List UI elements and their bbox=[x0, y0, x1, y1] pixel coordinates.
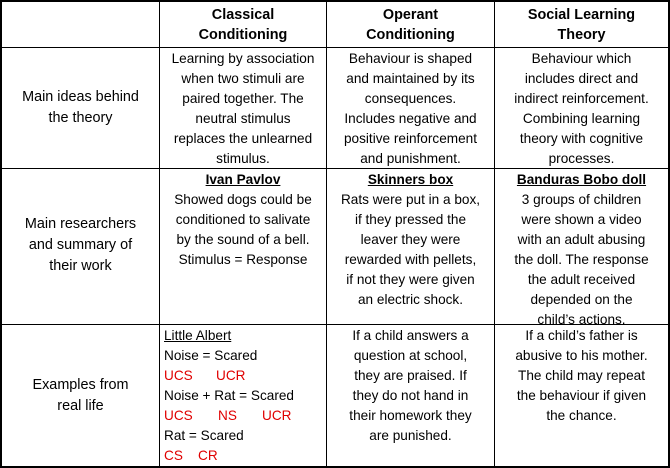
text-line: an electric shock. bbox=[357, 292, 464, 307]
researchers-social bbox=[495, 170, 668, 330]
text-line: 3 groups of children bbox=[521, 192, 642, 207]
text-line: and punishment. bbox=[360, 151, 461, 166]
text-line: their homework they bbox=[349, 408, 472, 423]
text-line: by the sound of a bell. bbox=[176, 232, 310, 247]
header-operant-line2: Conditioning bbox=[366, 27, 455, 43]
text-line: Combining learning bbox=[522, 111, 641, 126]
text-line: the behaviour if given bbox=[516, 388, 647, 403]
text-line: processes. bbox=[548, 151, 615, 166]
researchers-classical bbox=[160, 170, 326, 270]
text-line: Behaviour is shaped bbox=[348, 51, 473, 66]
text-line: includes direct and bbox=[524, 71, 639, 86]
text-line: Stimulus = Response bbox=[178, 252, 308, 267]
code-label: UCS bbox=[164, 408, 193, 423]
text-line: rewarded with pellets, bbox=[344, 252, 477, 267]
row-label-main-ideas bbox=[2, 87, 159, 129]
table-divider-header bbox=[0, 47, 670, 48]
text-line: they do not hand in bbox=[352, 388, 469, 403]
text-line: if they pressed the bbox=[354, 212, 467, 227]
text-line: paired together. The bbox=[182, 91, 304, 106]
text-line: when two stimuli are bbox=[181, 71, 305, 86]
text-line: the doll. The response bbox=[514, 252, 649, 267]
text-line: Showed dogs could be bbox=[174, 192, 312, 207]
text-line: if not they were given bbox=[346, 272, 475, 287]
main-ideas-social bbox=[495, 49, 668, 169]
text-line: replaces the unlearned bbox=[173, 131, 313, 146]
text-line: theory with cognitive bbox=[519, 131, 644, 146]
row-label-researchers-line2: and summary of bbox=[28, 237, 133, 253]
text-line: question at school, bbox=[353, 348, 468, 363]
example-equation-3: Rat = Scared bbox=[164, 428, 244, 443]
text-line: leaver they were bbox=[360, 232, 461, 247]
row-label-main-ideas-line2: the theory bbox=[48, 110, 113, 126]
example-title-little-albert: Little Albert bbox=[164, 328, 232, 343]
example-equation-1: Noise = Scared bbox=[164, 348, 258, 363]
text-line: child’s actions. bbox=[537, 312, 626, 327]
researcher-title-skinner: Skinners box bbox=[367, 172, 454, 187]
researchers-operant bbox=[327, 170, 494, 310]
header-social bbox=[495, 5, 668, 45]
text-line: Rats were put in a box, bbox=[340, 192, 481, 207]
main-ideas-classical bbox=[160, 49, 326, 169]
code-label: CR bbox=[198, 448, 218, 463]
text-line: with an adult abusing bbox=[517, 232, 646, 247]
text-line: neutral stimulus bbox=[195, 111, 291, 126]
text-line: and maintained by its bbox=[346, 71, 475, 86]
row-label-researchers bbox=[2, 214, 159, 277]
text-line: depended on the bbox=[530, 292, 633, 307]
header-social-line2: Theory bbox=[557, 27, 606, 43]
header-social-line1: Social Learning bbox=[527, 7, 636, 23]
text-line: Learning by association bbox=[171, 51, 315, 66]
text-line: If a child answers a bbox=[352, 328, 469, 343]
text-line: are punished. bbox=[369, 428, 452, 443]
example-codes-3 bbox=[164, 446, 324, 466]
code-label: UCR bbox=[262, 408, 292, 423]
example-codes-1 bbox=[164, 366, 324, 386]
table-border-top bbox=[0, 0, 670, 2]
text-line: Behaviour which bbox=[531, 51, 632, 66]
row-label-examples-line2: real life bbox=[57, 398, 104, 414]
text-line: the adult received bbox=[527, 272, 636, 287]
main-ideas-operant bbox=[327, 49, 494, 169]
row-label-researchers-line3: their work bbox=[49, 258, 112, 274]
text-line: If a child’s father is bbox=[525, 328, 638, 343]
examples-social bbox=[495, 326, 668, 426]
code-label: CS bbox=[164, 448, 183, 463]
text-line: the chance. bbox=[546, 408, 617, 423]
examples-classical bbox=[164, 326, 324, 466]
code-label: UCS bbox=[164, 368, 193, 383]
researcher-title-pavlov: Ivan Pavlov bbox=[205, 172, 281, 187]
text-line: The child may repeat bbox=[518, 368, 645, 383]
text-line: consequences. bbox=[364, 91, 457, 106]
text-line: Includes negative and bbox=[344, 111, 477, 126]
header-operant-line1: Operant bbox=[382, 7, 439, 23]
text-line: conditioned to salivate bbox=[175, 212, 311, 227]
researcher-title-bandura: Banduras Bobo doll bbox=[516, 172, 647, 187]
row-label-main-ideas-line1: Main ideas behind bbox=[22, 89, 139, 105]
text-line: indirect reinforcement. bbox=[514, 91, 649, 106]
example-equation-2: Noise + Rat = Scared bbox=[164, 388, 294, 403]
code-label: NS bbox=[218, 408, 237, 423]
header-classical-line2: Conditioning bbox=[198, 27, 288, 43]
row-label-examples bbox=[2, 375, 159, 417]
text-line: abusive to his mother. bbox=[515, 348, 648, 363]
header-operant bbox=[327, 5, 494, 45]
header-classical-line1: Classical bbox=[211, 7, 275, 23]
row-label-examples-line1: Examples from bbox=[32, 377, 129, 393]
examples-operant bbox=[327, 326, 494, 446]
text-line: were shown a video bbox=[521, 212, 642, 227]
code-label: UCR bbox=[216, 368, 246, 383]
text-line: stimulus. bbox=[216, 151, 270, 166]
text-line: positive reinforcement bbox=[344, 131, 477, 146]
text-line: they are praised. If bbox=[354, 368, 467, 383]
example-codes-2 bbox=[164, 406, 324, 426]
row-label-researchers-line1: Main researchers bbox=[24, 216, 137, 232]
header-classical bbox=[160, 5, 326, 45]
